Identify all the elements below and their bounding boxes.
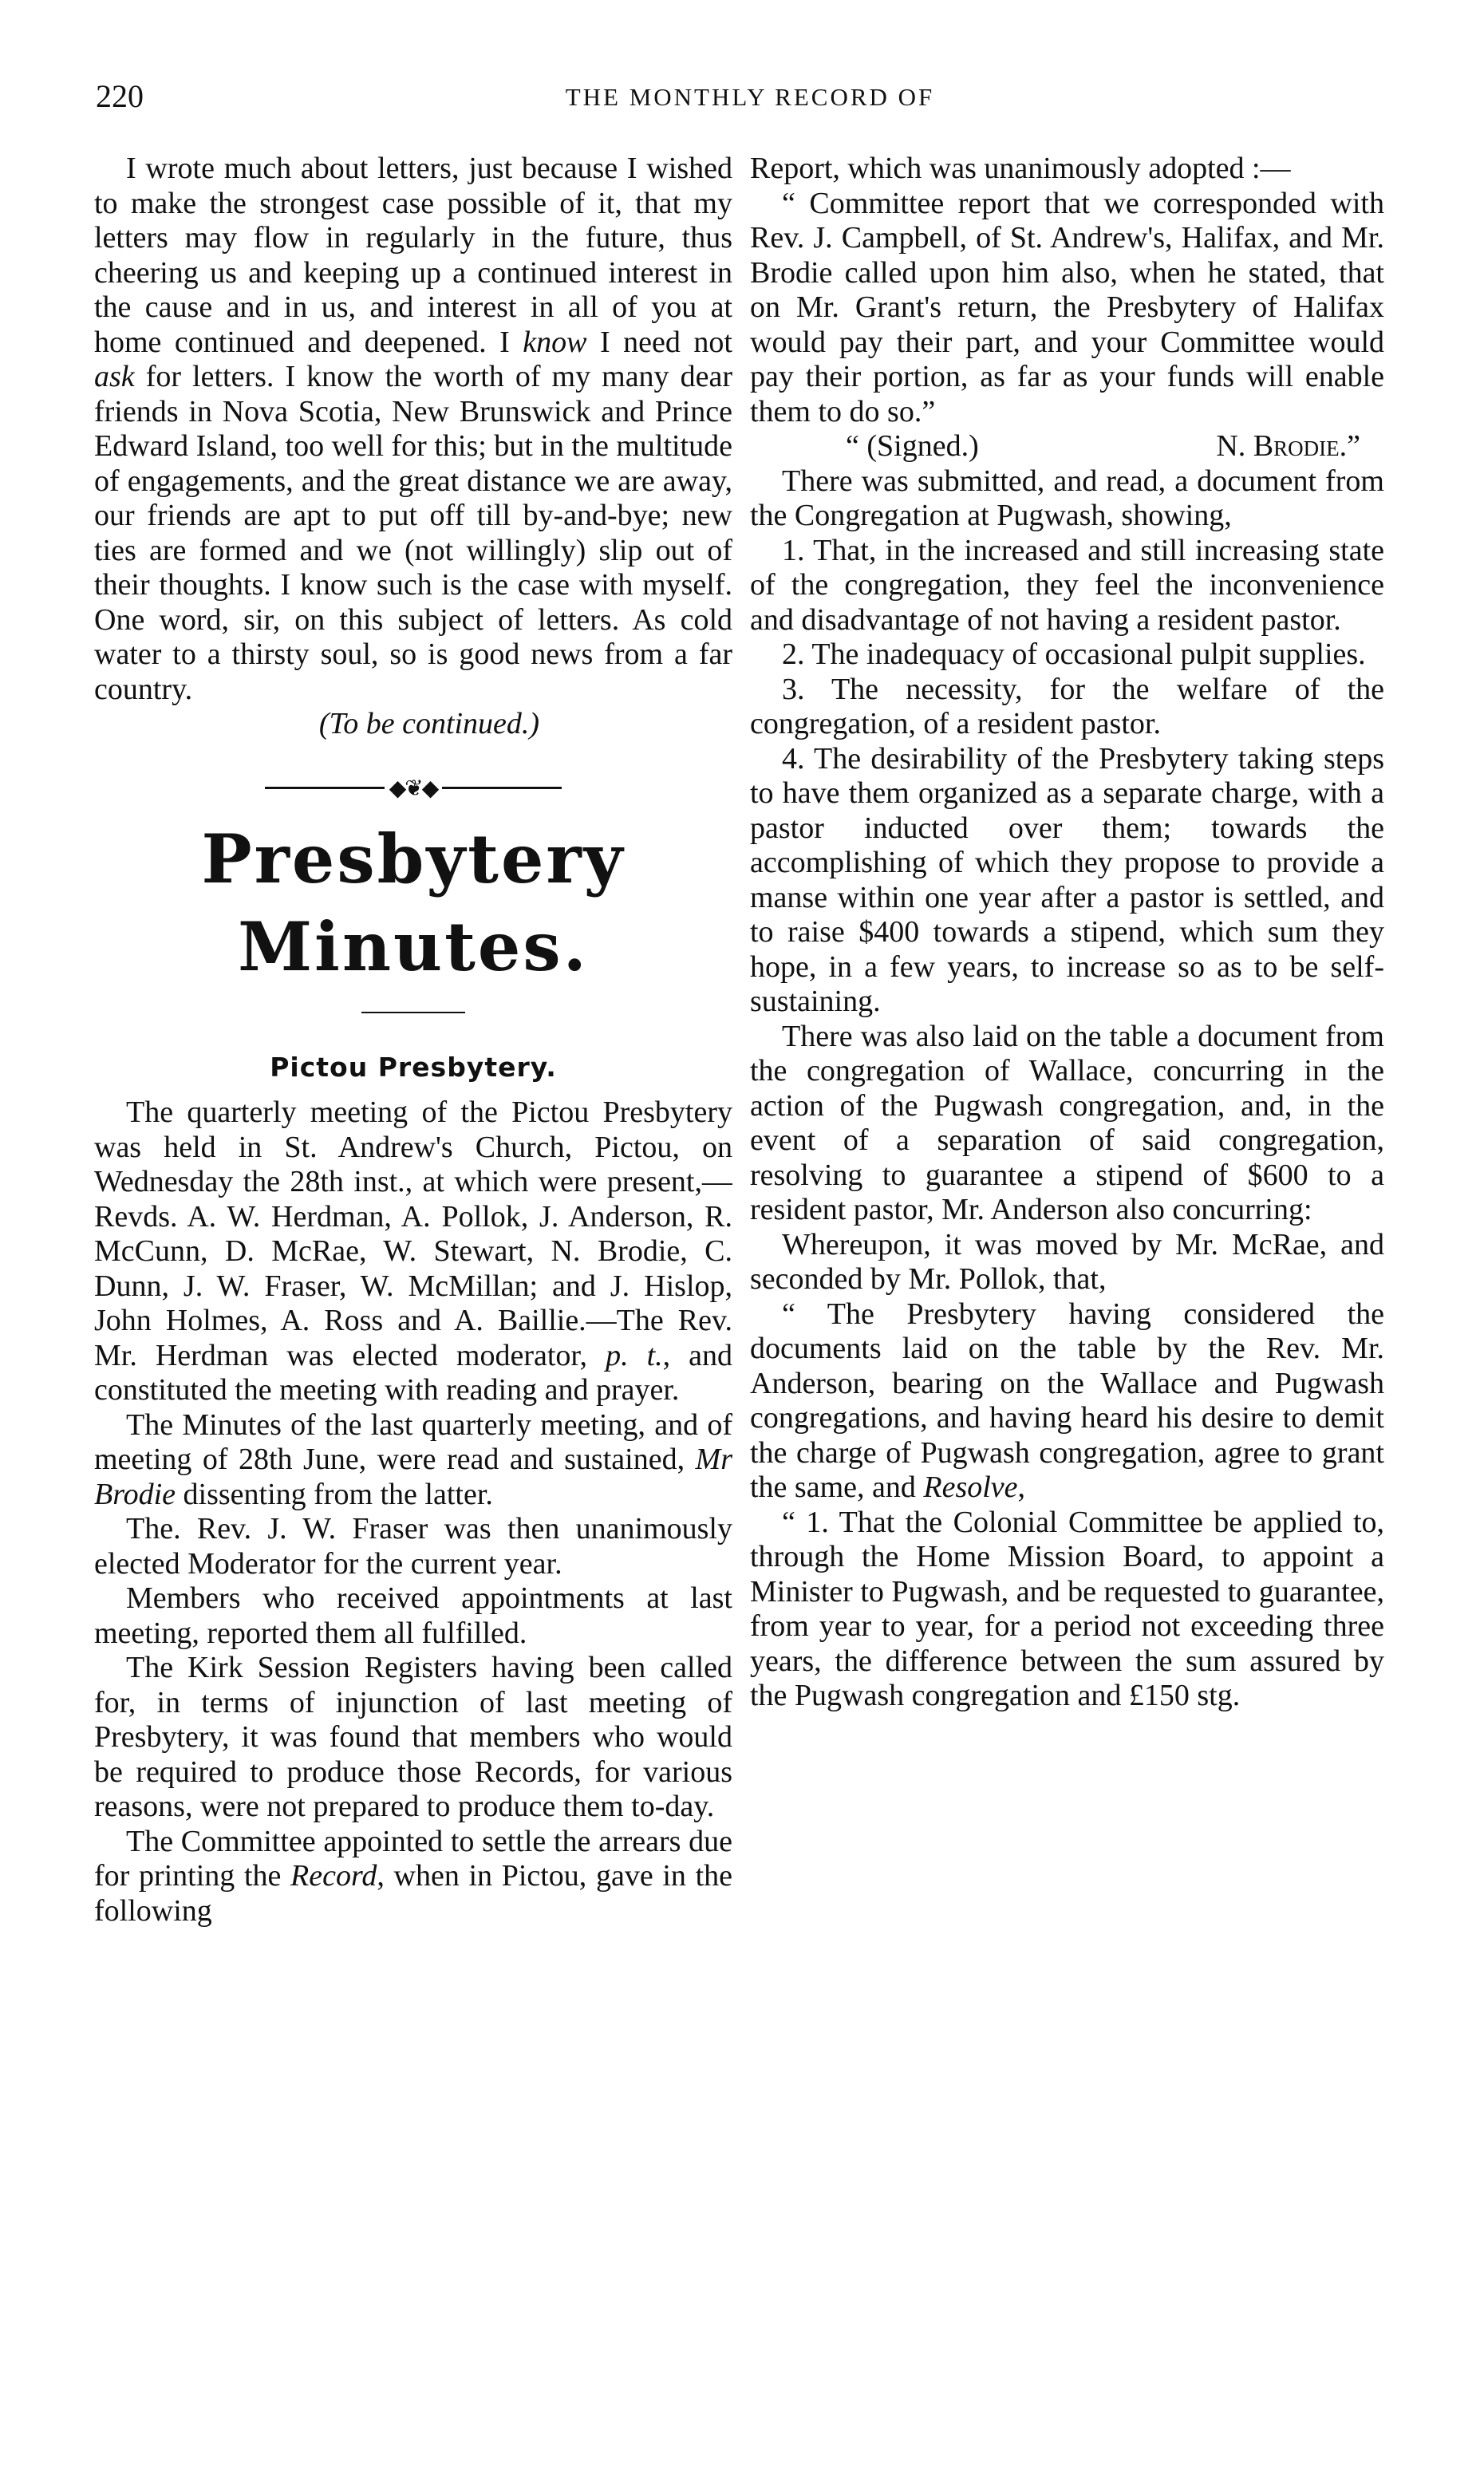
text-run: , and constituted the meeting with reading and prayer. xyxy=(94,1338,732,1407)
right-column xyxy=(750,152,1384,2402)
italic-text: Mr Brodie xyxy=(94,1443,732,1511)
italic-text: Resolve xyxy=(923,1470,1018,1504)
page-number: 220 xyxy=(96,78,144,114)
running-head: THE MONTHLY RECORD OF xyxy=(565,83,935,111)
to-be-continued: (To be continued.) xyxy=(318,707,540,740)
text-run: The Committee appointed to settle the arrears due for printing the xyxy=(94,1824,732,1893)
minutes-paragraph xyxy=(94,1408,732,1513)
list-item: 1. That, in the increased and still increasing state of the congregation, they feel the inconvenience and disadvantage of not having a resident pastor. xyxy=(750,533,1384,637)
list-item: 4. The desirability of the Presbytery taking steps to have them organized as a separate charge, with a pastor inducted over them; towards the accomplishing of which they propose to provide a manse within one year after a pastor is settled, and to raise $400 towards a stipend, which sum they hope, in a few years, to increase so as to be self-sustaining. xyxy=(750,741,1384,1018)
signed-label: “ (Signed.) xyxy=(846,429,979,463)
text-run: I need not xyxy=(586,325,732,359)
wallace-paragraph: There was also laid on the table a document from the congregation of Wallace, concurring in the action of the Pugwash congregation, and, in the event of a separation of said congregation, resolving to guarantee a stipend of $600 to a resident pastor, Mr. Anderson also concurring: xyxy=(750,1019,1384,1226)
appointments-paragraph: Members who received appointments at last meeting, reported them all fulfilled. xyxy=(94,1581,732,1650)
text-run: for letters. I know the worth of my many dear friends in Nova Scotia, New Brunswick and Prince Edward Island, too well for this; but in the multitude of engagements, and the great distance we are away, our friends are apt to put off till by-and-bye; new ties are formed and we (not willingly) slip out of their thoughts. I know such is the case with myself. One word, sir, on this subject of letters. As cold water to a thirsty soul, so is good news from a far country. xyxy=(94,360,732,706)
quarterly-meeting-paragraph xyxy=(94,1095,732,1408)
text-run: I wrote much about letters, just because I wished to make the strongest case possible of it, that my letters may flow in regularly in the future, thus cheering us and keeping up a continued interest in the cause and in us, and interest in all of you at home continued and deepened. I xyxy=(94,152,732,359)
letter-paragraph xyxy=(94,152,732,707)
list-item: 2. The inadequacy of occasional pulpit supplies. xyxy=(782,638,1366,671)
page-header xyxy=(96,77,1404,124)
italic-text: p. t. xyxy=(606,1338,663,1372)
ornament-flourish: ◆❦◆ xyxy=(389,774,438,801)
text-run: “ The Presbytery having considered the documents laid on the table by the Rev. Mr. Anderson, bearing on the Wallace and Pugwash congregations, and having heard his desire to demit the charge of Pugwash congregation, agree to grant the same, and xyxy=(750,1297,1384,1504)
resolution-paragraph xyxy=(750,1297,1384,1506)
committee-paragraph xyxy=(94,1825,732,1929)
ornament-line xyxy=(265,787,385,789)
moderator-paragraph: The. Rev. J. W. Fraser was then unanimously elected Moderator for the current year. xyxy=(94,1512,732,1581)
italic-text: Record xyxy=(290,1859,377,1893)
signer-name: N. Brodie.” xyxy=(1216,429,1360,463)
kirk-session-paragraph: The Kirk Session Registers having been called for, in terms of injunction of last meeting of Presbytery, it was found that members who would be required to produce those Records, for various reasons, were not prepared to produce them to-day. xyxy=(94,1651,732,1823)
report-paragraph: Report, which was unanimously adopted :— xyxy=(750,152,1291,185)
committee-report-quote: “ Committee report that we corresponded with Rev. J. Campbell, of St. Andrew's, Halifax, and Mr. Brodie called upon him also, when he stated, that on Mr. Grant's return, the Presbytery of Halifax would pay their part, and your Committee would pay their portion, as far as your funds will enable them to do so.” xyxy=(750,186,1384,428)
italic-text: ask xyxy=(94,360,135,393)
text-run: The Minutes of the last quarterly meeting, and of meeting of 28th June, were read and sustained, xyxy=(94,1407,732,1476)
italic-text: know xyxy=(523,325,587,359)
pugwash-document-paragraph: There was submitted, and read, a document from the Congregation at Pugwash, showing, xyxy=(750,464,1384,532)
signature-line xyxy=(750,429,1384,464)
section-title: Presbytery Minutes. xyxy=(201,819,626,986)
ornament-line xyxy=(442,787,562,789)
text-run: , when in Pictou, gave in the following xyxy=(94,1859,732,1928)
text-run: The quarterly meeting of the Pictou Presbytery was held in St. Andrew's Church, Pictou, on Wednesday the 28th inst., at which were present,—Revds. A. W. Herdman, A. Pollok, J. Anderson, R. McCunn, D. McRae, W. Stewart, N. Brodie, C. Dunn, J. W. Fraser, W. McMillan; and J. Hislop, John Holmes, A. Ross and A. Baillie.—The Rev. Mr. Herdman was elected moderator, xyxy=(94,1095,732,1372)
title-rule xyxy=(361,1012,465,1013)
list-item: 3. The necessity, for the welfare of the congregation, of a resident pastor. xyxy=(750,672,1384,740)
resolution-item: “ 1. That the Colonial Committee be applied to, through the Home Mission Board, to appoint a Minister to Pugwash, and be requested to guarantee, from year to year, for a period not exceeding three years, the difference between the sum assured by the Pugwash congregation and £150 stg. xyxy=(750,1505,1384,1712)
left-column xyxy=(94,152,732,2402)
text-run: , xyxy=(1017,1470,1026,1504)
ornament-divider xyxy=(94,772,732,804)
subheading: Pictou Presbytery. xyxy=(270,1051,557,1083)
text-run: dissenting from the latter. xyxy=(176,1477,493,1511)
motion-paragraph: Whereupon, it was moved by Mr. McRae, and seconded by Mr. Pollok, that, xyxy=(750,1227,1384,1296)
